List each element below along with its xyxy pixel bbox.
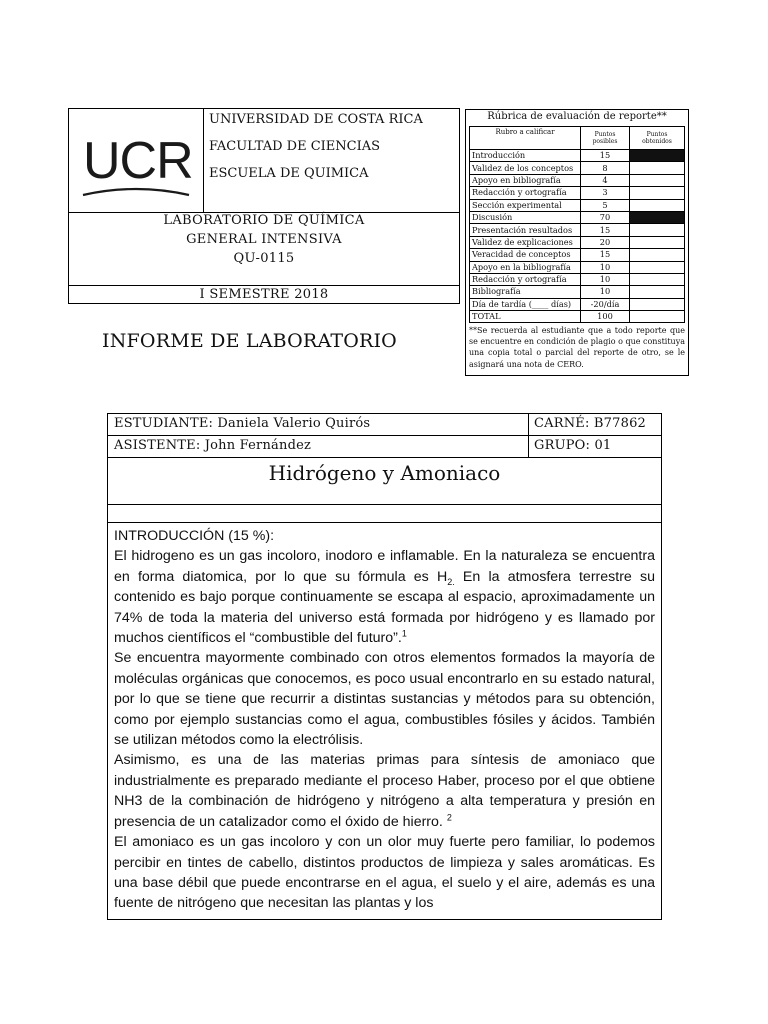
rubric-item-points: 10: [581, 286, 630, 298]
rubric-item-points: 15: [581, 249, 630, 261]
divider: [108, 457, 661, 458]
paragraph: El amoniaco es un gas incoloro y con un olor muy fuerte pero familiar, lo podemos percibir en tintes de cabello, distintos productos de limpieza y sales aromáticas. Es una base débil que puede encontrarse en el agua, el suelo y el aire, además es una fuente de nitrógeno que necesitan las plantas y los: [114, 834, 655, 912]
rubric-item-score: [630, 311, 685, 323]
rubric-item-score: [630, 286, 685, 298]
rubric-item-points: 70: [581, 211, 630, 223]
rubric-item-points: 100: [581, 311, 630, 323]
rubric-item-label: Validez de explicaciones: [470, 236, 581, 248]
rubric-col-header: Puntos posibles: [581, 127, 630, 150]
divider: [69, 285, 459, 286]
group-number: GRUPO: 01: [534, 438, 612, 453]
rubric-item-points: 10: [581, 261, 630, 273]
topic-title: Hidrógeno y Amoniaco: [268, 461, 501, 485]
rubric-row: [470, 236, 685, 248]
divider: [108, 504, 661, 505]
logo-text: UCR: [83, 132, 193, 190]
rubric-item-points: 15: [581, 224, 630, 236]
rubric-item-score: [630, 199, 685, 211]
rubric-table: [469, 126, 685, 323]
rubric-row: [470, 273, 685, 285]
rubric-item-points: 5: [581, 199, 630, 211]
rubric-item-label: Día de tardía (____ días): [470, 298, 581, 310]
rubric-item-label: Redacción y ortografía: [470, 187, 581, 199]
subscript: 2.: [447, 576, 455, 587]
rubric-item-label: Redacción y ortografía: [470, 273, 581, 285]
rubric-item-score: [630, 249, 685, 261]
divider: [203, 109, 204, 212]
rubric-item-score: [630, 162, 685, 174]
rubric-item-score: [630, 224, 685, 236]
divider: [528, 414, 529, 457]
lab-name-line2: GENERAL INTENSIVA: [186, 232, 342, 247]
header-block: [68, 108, 460, 304]
rubric-row: [470, 224, 685, 236]
rubric-item-score: [630, 273, 685, 285]
rubric-row: [470, 261, 685, 273]
rubric-title: Rúbrica de evaluación de reporte**: [487, 111, 667, 122]
faculty-name: FACULTAD DE CIENCIAS: [209, 139, 381, 154]
rubric-item-label: Introducción: [470, 150, 581, 162]
rubric-item-points: -20/día: [581, 298, 630, 310]
student-table: [107, 413, 662, 920]
rubric-item-label: Presentación resultados: [470, 224, 581, 236]
school-name: ESCUELA DE QUIMICA: [209, 166, 369, 181]
student-id: CARNÉ: B77862: [534, 416, 647, 431]
rubric-row: [470, 211, 685, 223]
rubric-item-label: Discusión: [470, 211, 581, 223]
rubric-row: [470, 150, 685, 162]
rubric-row: [470, 162, 685, 174]
rubric-row: [470, 174, 685, 186]
rubric-item-points: 8: [581, 162, 630, 174]
university-name: UNIVERSIDAD DE COSTA RICA: [209, 112, 423, 127]
rubric-item-score: [630, 150, 685, 162]
rubric-item-points: 3: [581, 187, 630, 199]
rubric-item-label: Sección experimental: [470, 199, 581, 211]
rubric-note: **Se recuerda al estudiante que a todo reporte que se encuentre en condición de plagio o que constituya una copia total o parcial del reporte de otro, se le asignará una nota de CERO.: [469, 326, 685, 369]
footnote-ref: 1: [401, 628, 407, 639]
rubric-item-points: 20: [581, 236, 630, 248]
rubric-item-score: [630, 261, 685, 273]
rubric-item-points: 4: [581, 174, 630, 186]
rubric-col-header: Rubro a calificar: [470, 127, 581, 150]
rubric-row: [470, 298, 685, 310]
rubric-item-score: [630, 187, 685, 199]
rubric-item-label: Validez de los conceptos: [470, 162, 581, 174]
paragraph: Se encuentra mayormente combinado con otros elementos formados la mayoría de moléculas orgánicas que conocemos, es poco usual encontrarlo en su estado natural, por lo que se tiene que recurrir a distintas sustancias y métodos para su obtención, como por ejemplo sustancias como el agua, combustibles fósiles y ácidos. También se utilizan métodos como la electrólisis.: [114, 650, 655, 749]
divider: [108, 435, 661, 436]
lab-name-line1: LABORATORIO DE QUÍMICA: [163, 213, 365, 228]
rubric-item-points: 10: [581, 273, 630, 285]
body-text: [114, 526, 655, 914]
semester: I SEMESTRE 2018: [199, 287, 329, 302]
rubric-row: [470, 199, 685, 211]
rubric-row: [470, 249, 685, 261]
paragraph: [114, 546, 655, 648]
assistant-name: ASISTENTE: John Fernández: [114, 438, 312, 453]
rubric-item-label: Veracidad de conceptos: [470, 249, 581, 261]
rubric-item-score: [630, 236, 685, 248]
paragraph-text: En la atmosfera terrestre su contenido es bajo porque continuamente se escapa al espacio, aproximadamente un 74% de toda la materia del universo está formada por hidrógeno y es llamado por muchos científicos el “combustible del futuro”.: [114, 568, 655, 647]
rubric-item-label: TOTAL: [470, 311, 581, 323]
report-title: INFORME DE LABORATORIO: [102, 330, 397, 352]
rubric-row: [470, 311, 685, 323]
paragraph: [114, 750, 655, 832]
rubric-item-score: [630, 211, 685, 223]
rubric-row: [470, 187, 685, 199]
rubric-item-label: Apoyo en la bibliografía: [470, 261, 581, 273]
paragraph-text: Asimismo, es una de las materias primas para síntesis de amoniaco que industrialmente es preparado mediante el proceso Haber, proceso por el que obtiene NH3 de la combinación de hidrógeno y nitrógeno a alta temperatura y presión en presencia de un catalizador como el óxido de hierro.: [114, 752, 655, 830]
rubric-col-header: Puntos obtenidos: [630, 127, 685, 150]
rubric-item-label: Bibliografía: [470, 286, 581, 298]
rubric-item-score: [630, 174, 685, 186]
divider: [108, 522, 661, 523]
course-code: QU-0115: [233, 251, 295, 266]
rubric-item-score: [630, 298, 685, 310]
rubric-item-label: Apoyo en bibliografía: [470, 174, 581, 186]
section-heading: INTRODUCCIÓN (15 %):: [114, 528, 275, 544]
rubric-row: [470, 286, 685, 298]
paragraph-text: El hidrogeno es un gas incoloro, inodoro e inflamable. En la naturaleza se encuentra en forma diatomica, por lo que su fórmula es H: [114, 548, 655, 585]
ucr-logo: [77, 121, 195, 199]
rubric-item-points: 15: [581, 150, 630, 162]
logo-arc-icon: [81, 185, 191, 199]
rubric-box: [465, 109, 689, 376]
student-name: ESTUDIANTE: Daniela Valerio Quirós: [114, 416, 371, 431]
rubric-header-row: [470, 127, 685, 150]
footnote-ref: 2: [446, 811, 452, 822]
